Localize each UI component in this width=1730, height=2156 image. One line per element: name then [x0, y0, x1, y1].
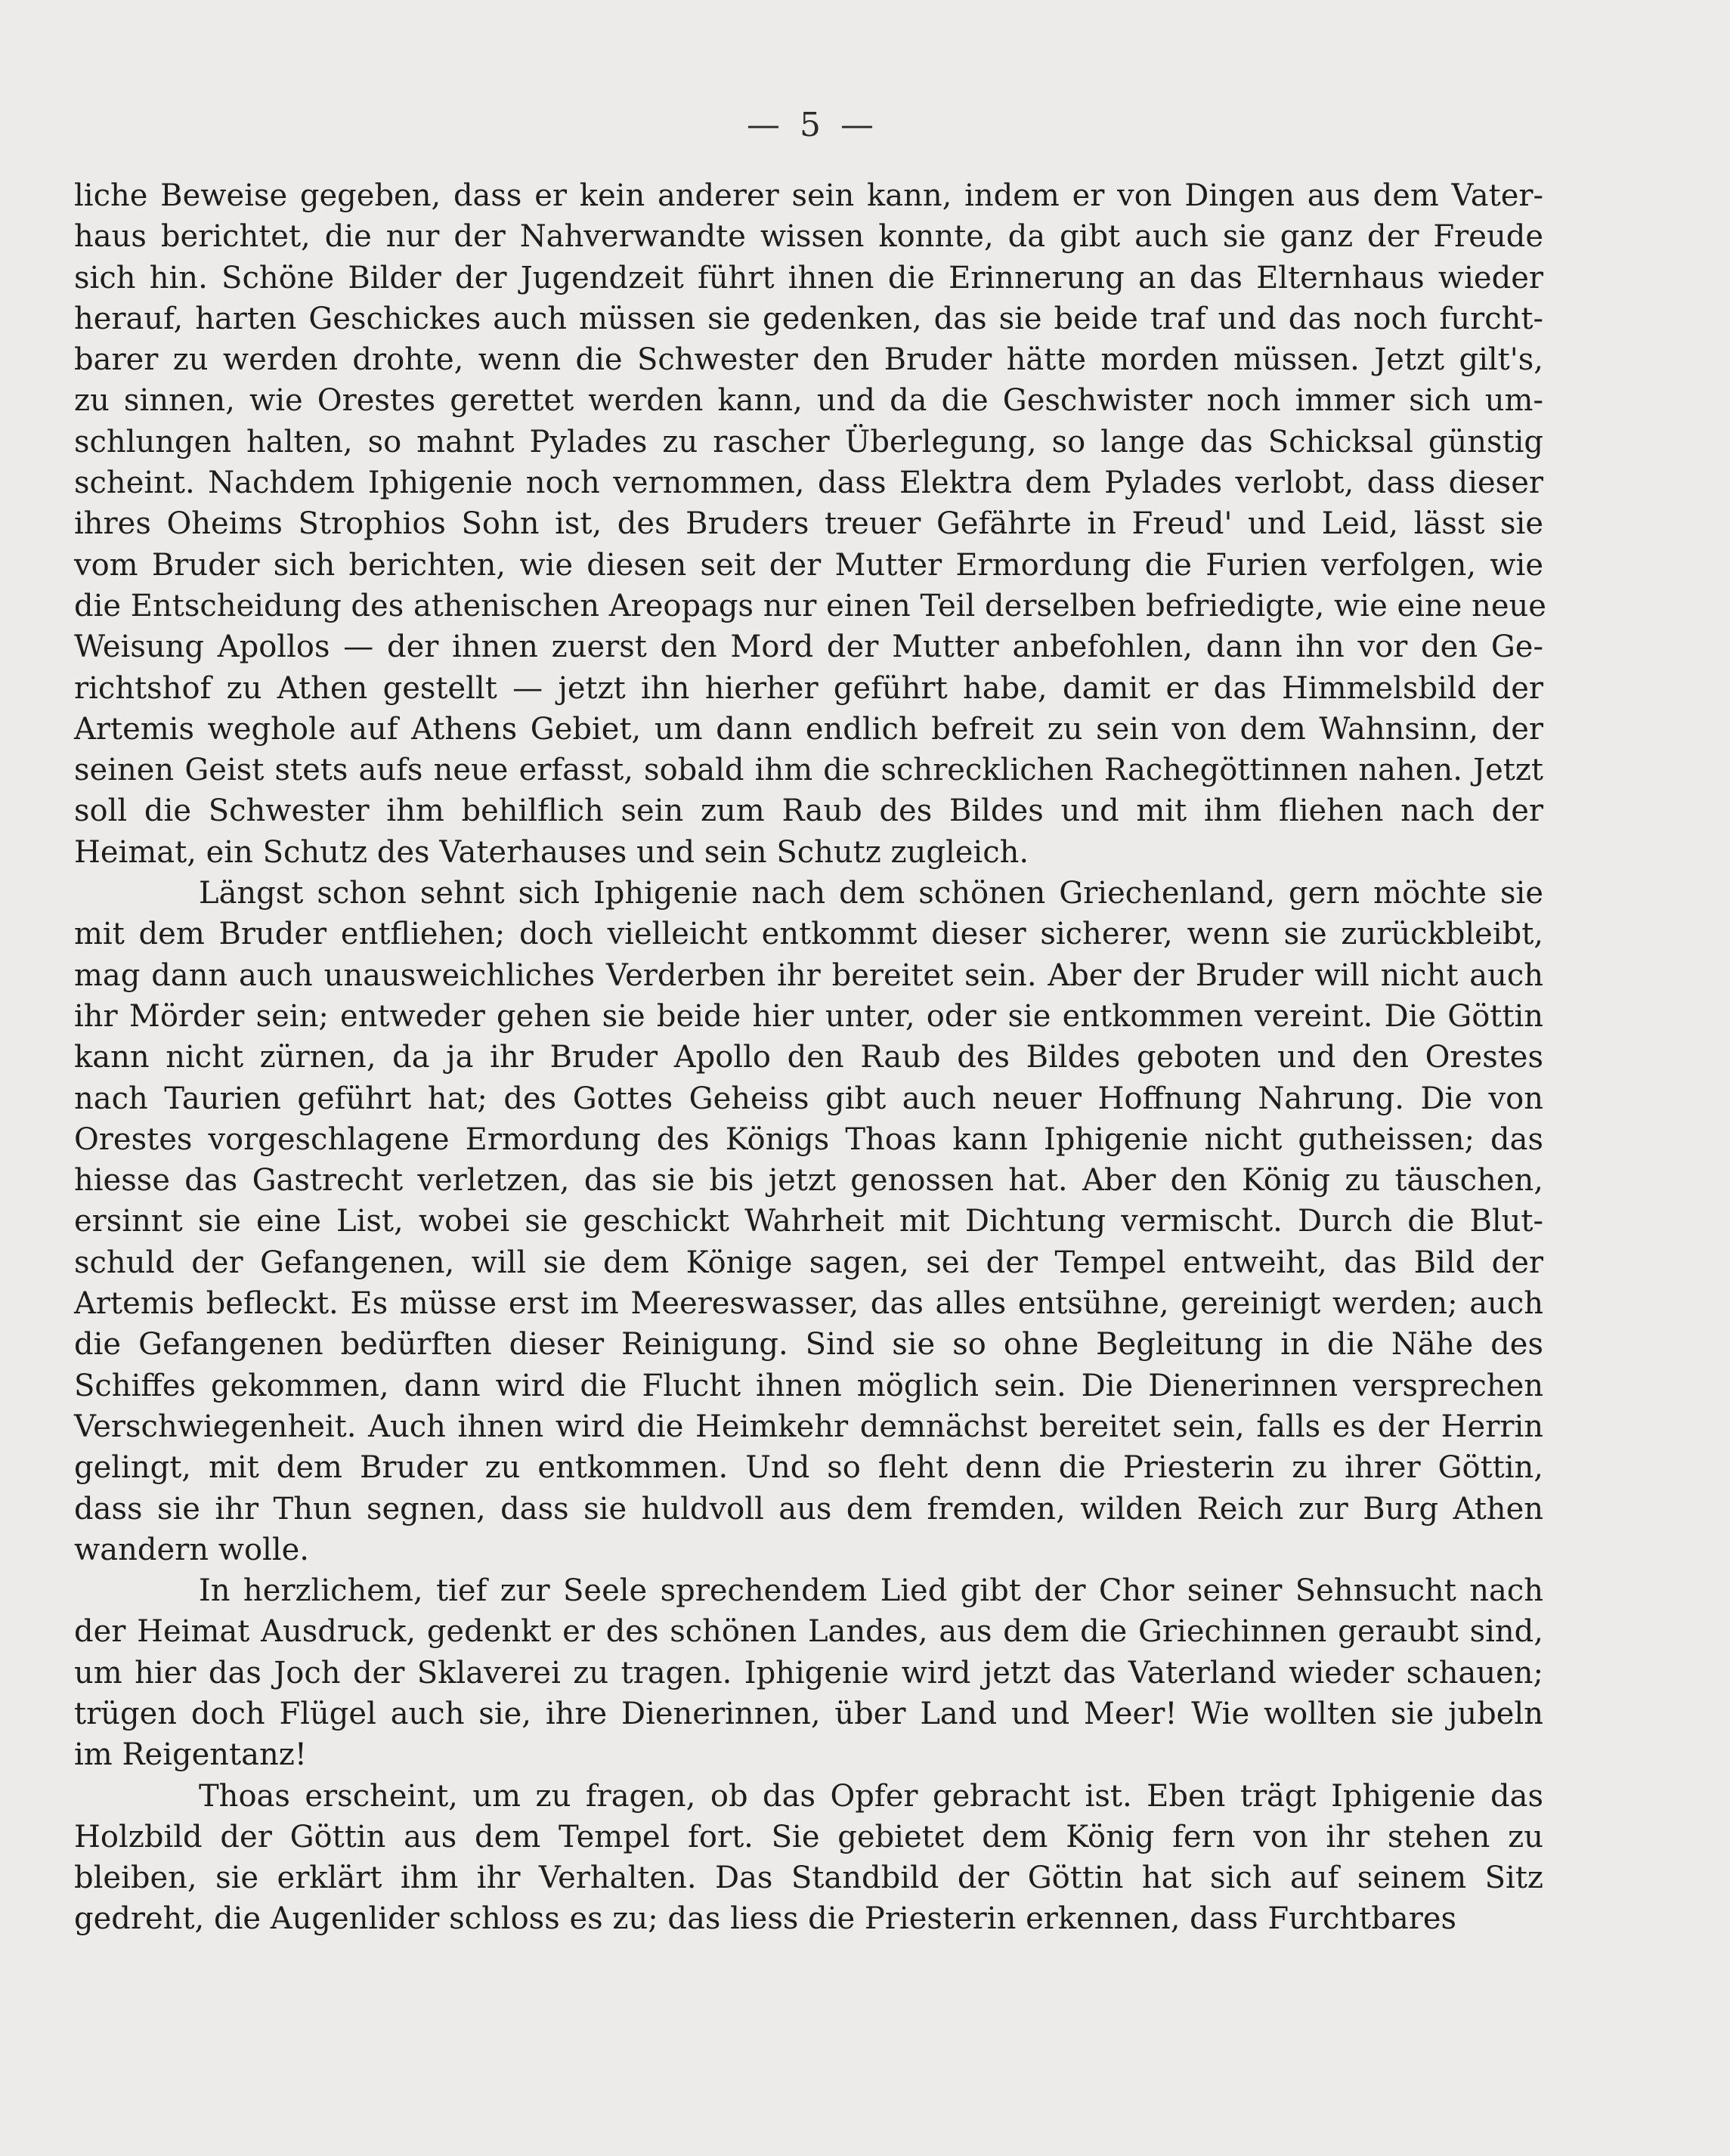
- text-line: ihr Mörder sein; entweder gehen sie beide hier unter, oder sie entkommen vereint. Die Göttin: [74, 998, 1543, 1034]
- text-line: ihres Oheims Strophios Sohn ist, des Bruders treuer Gefährte in Freud' und Leid, lässt sie: [74, 506, 1543, 542]
- text-line: Holzbild der Göttin aus dem Tempel fort. Sie gebietet dem König fern von ihr stehen zu: [74, 1819, 1543, 1854]
- text-line: zu sinnen, wie Orestes gerettet werden kann, und da die Geschwister noch immer sich um-: [74, 383, 1543, 419]
- text-line: dass sie ihr Thun segnen, dass sie huldvoll aus dem fremden, wilden Reich zur Burg Athen: [74, 1491, 1543, 1527]
- text-line: sich hin. Schöne Bilder der Jugendzeit führt ihnen die Erinnerung an das Elternhaus wieder: [74, 260, 1543, 295]
- text-line: haus berichtet, die nur der Nahverwandte wissen konnte, da gibt auch sie ganz der Freude: [74, 219, 1543, 255]
- text-line: seinen Geist stets aufs neue erfasst, sobald ihm die schrecklichen Rachegöttinnen nahen. Jetzt: [74, 753, 1543, 788]
- text-line: soll die Schwester ihm behilflich sein zum Raub des Bildes und mit ihm fliehen nach der: [74, 793, 1543, 829]
- text-line: die Entscheidung des athenischen Areopags nur einen Teil derselben befriedigte, wie eine neue: [74, 588, 1546, 623]
- text-line: nach Taurien geführt hat; des Gottes Geheiss gibt auch neuer Hoffnung Nahrung. Die von: [74, 1081, 1543, 1116]
- text-line: Thoas erscheint, um zu fragen, ob das Opfer gebracht ist. Eben trägt Iphigenie das: [199, 1778, 1543, 1814]
- text-line: kann nicht zürnen, da ja ihr Bruder Apollo den Raub des Bildes geboten und den Orestes: [74, 1040, 1543, 1075]
- text-line: trügen doch Flügel auch sie, ihre Dienerinnen, über Land und Meer! Wie wollten sie jubeln: [74, 1696, 1543, 1731]
- text-line: um hier das Joch der Sklaverei zu tragen. Iphigenie wird jetzt das Vaterland wieder schauen;: [74, 1655, 1543, 1690]
- text-line: der Heimat Ausdruck, gedenkt er des schönen Landes, aus dem die Griechinnen geraubt sind,: [74, 1614, 1543, 1650]
- text-line: barer zu werden drohte, wenn die Schwester den Bruder hätte morden müssen. Jetzt gilt's,: [74, 342, 1543, 378]
- text-line: bleiben, sie erklärt ihm ihr Verhalten. Das Standbild der Göttin hat sich auf seinem Sitz: [74, 1861, 1543, 1896]
- text-line: Heimat, ein Schutz des Vaterhauses und sein Schutz zugleich.: [74, 834, 1029, 870]
- text-line: richtshof zu Athen gestellt — jetzt ihn hierher geführt habe, damit er das Himmelsbild der: [74, 670, 1543, 706]
- text-line: ersinnt sie eine List, wobei sie geschickt Wahrheit mit Dichtung vermischt. Durch die Blut-: [74, 1204, 1543, 1239]
- text-line: Schiffes gekommen, dann wird die Flucht ihnen möglich sein. Die Dienerinnen versprechen: [74, 1368, 1543, 1403]
- text-line: wandern wolle.: [74, 1532, 310, 1567]
- paragraph: [74, 175, 1546, 873]
- text-line: gelingt, mit dem Bruder zu entkommen. Und so fleht denn die Priesterin zu ihrer Göttin,: [74, 1450, 1543, 1486]
- text-line: schuld der Gefangenen, will sie dem Könige sagen, sei der Tempel entweiht, das Bild der: [74, 1245, 1543, 1280]
- text-line: gedreht, die Augenlider schloss es zu; das liess die Priesterin erkennen, dass Furchtbares: [74, 1901, 1457, 1937]
- text-line: die Gefangenen bedürften dieser Reinigung. Sind sie so ohne Begleitung in die Nähe des: [74, 1327, 1543, 1363]
- text-line: schlungen halten, so mahnt Pylades zu rascher Überlegung, so lange das Schicksal günstig: [74, 424, 1543, 459]
- text-line: Artemis befleckt. Es müsse erst im Meereswasser, das alles entsühne, gereinigt werden; auch: [74, 1286, 1543, 1322]
- body-text: [74, 175, 1546, 1940]
- paragraph: [74, 1570, 1543, 1775]
- text-line: herauf, harten Geschickes auch müssen sie gedenken, das sie beide traf und das noch furcht-: [74, 301, 1543, 336]
- paragraph: [74, 873, 1543, 1570]
- text-line: mag dann auch unausweichliches Verderben ihr bereitet sein. Aber der Bruder will nicht auch: [74, 957, 1543, 993]
- text-line: scheint. Nachdem Iphigenie noch vernommen, dass Elektra dem Pylades verlobt, dass dieser: [74, 466, 1543, 501]
- text-line: im Reigentanz!: [74, 1737, 307, 1773]
- text-line: Weisung Apollos — der ihnen zuerst den Mord der Mutter anbefohlen, dann ihn vor den Ge-: [74, 629, 1543, 665]
- text-line: hiesse das Gastrecht verletzen, das sie bis jetzt genossen hat. Aber den König zu täuschen,: [74, 1163, 1543, 1199]
- text-line: Artemis weghole auf Athens Gebiet, um dann endlich befreit zu sein von dem Wahnsinn, der: [74, 711, 1543, 747]
- text-line: vom Bruder sich berichten, wie diesen seit der Mutter Ermordung die Furien verfolgen, wie: [74, 547, 1543, 583]
- text-line: Orestes vorgeschlagene Ermordung des Königs Thoas kann Iphigenie nicht gutheissen; das: [74, 1121, 1543, 1157]
- text-line: Längst schon sehnt sich Iphigenie nach dem schönen Griechenland, gern möchte sie: [199, 876, 1543, 911]
- paragraph: [74, 1776, 1543, 1940]
- text-line: In herzlichem, tief zur Seele sprechendem Lied gibt der Chor seiner Sehnsucht nach: [199, 1573, 1543, 1609]
- text-line: mit dem Bruder entfliehen; doch vielleicht entkommt dieser sicherer, wenn sie zurückbleibt,: [74, 917, 1543, 952]
- text-line: liche Beweise gegeben, dass er kein anderer sein kann, indem er von Dingen aus dem Vater-: [74, 178, 1543, 213]
- text-line: Verschwiegenheit. Auch ihnen wird die Heimkehr demnächst bereitet sein, falls es der Herrin: [74, 1409, 1543, 1444]
- page-number: — 5 —: [747, 106, 878, 144]
